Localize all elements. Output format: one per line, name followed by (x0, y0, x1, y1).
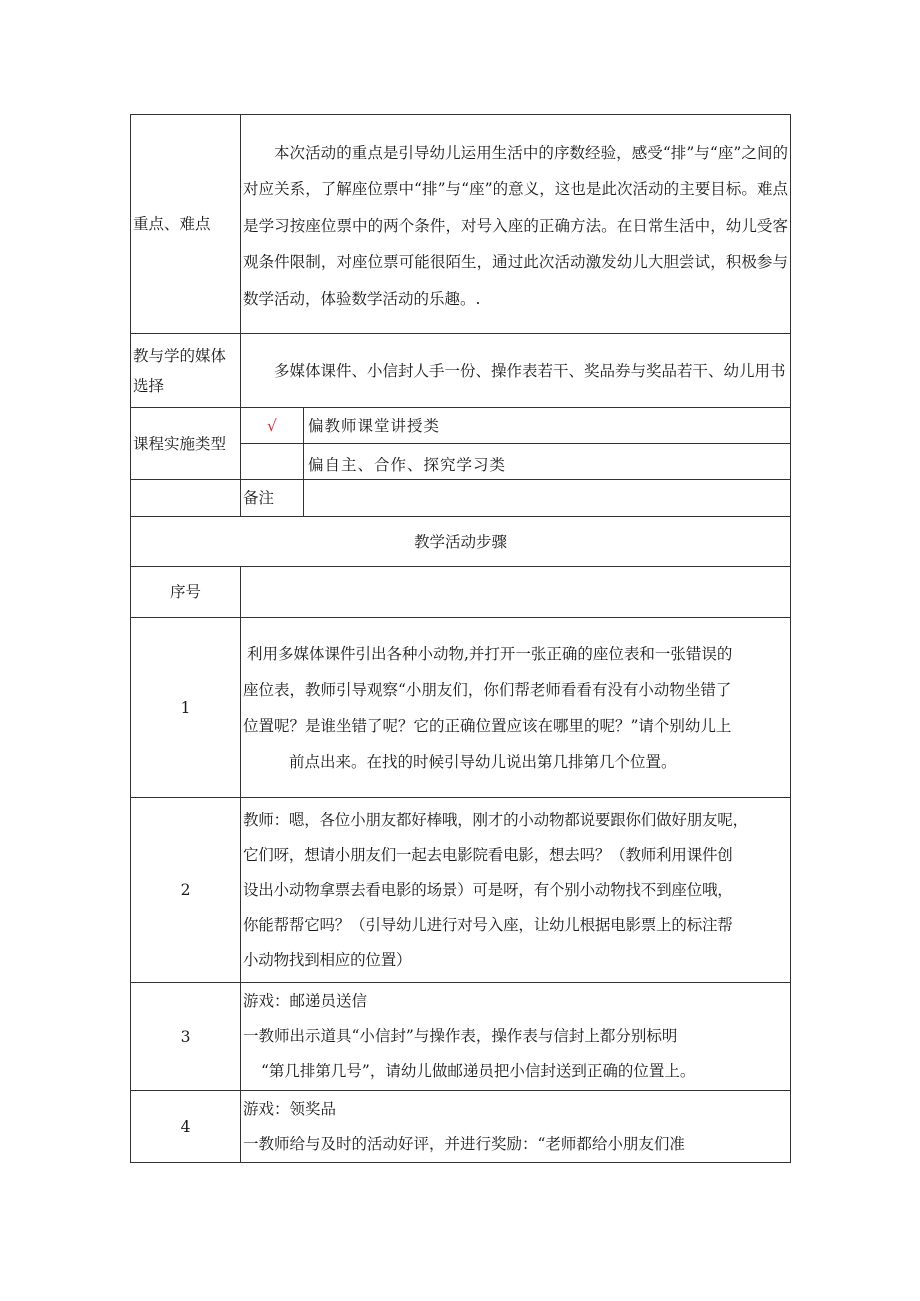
step-line: 它们呀，想请小朋友们一起去电影院看电影，想去吗？（教师利用课件创 (243, 845, 733, 864)
step-line: 游戏：邮递员送信 (243, 992, 368, 1010)
course-type-label: 课程实施类型 (131, 408, 241, 480)
step-line: 位置呢？是谁坐错了呢？它的正确位置应该在哪里的呢？”请个别幼儿上 (243, 716, 732, 735)
step-content (241, 798, 791, 983)
media-text: 多媒体课件、小信封人手一份、操作表若干、奖品券与奖品若干、幼儿用书 (274, 361, 786, 380)
step-line: 利用多媒体课件引出各种小动物,并打开一张正确的座位表和一张错误的 (247, 644, 733, 663)
content-header (241, 567, 791, 618)
step-line: 座位表，教师引导观察“小朋友们，你们帮老师看看有没有小动物坐错了 (243, 680, 732, 699)
step-number: 2 (131, 798, 241, 983)
check-mark-icon: √ (241, 408, 304, 444)
step-row-4 (131, 1091, 791, 1163)
step-content (241, 618, 791, 798)
step-line: 你能帮帮它吗？（引导幼儿进行对号入座，让幼儿根据电影票上的标注帮 (243, 915, 733, 934)
index-header: 序号 (131, 567, 241, 618)
step-line: 前点出来。在找的时候引导幼儿说出第几排第几个位置。 (289, 752, 677, 771)
media-label: 教与学的媒体选择 (131, 334, 241, 408)
step-line: 一教师出示道具“小信封”与操作表，操作表与信封上都分别标明 (243, 1027, 678, 1045)
course-type-option: 偏教师课堂讲授类 (304, 408, 791, 444)
focus-text: 本次活动的重点是引导幼儿运用生活中的序数经验，感受“排”与“座”之间的对应关系，了解座位票中“排”与“座”的意义，这也是此次活动的主要目标。难点是学习按座位票中的两个条件，对号入座的正确方法。在日常生活中，幼儿受客观条件限制，对座位票可能很陌生，通过此次活动激发幼儿大胆尝试，积极参与数学活动，体验数学活动的乐趣。. (243, 143, 788, 308)
step-line: 小动物找到相应的位置） (243, 950, 412, 969)
focus-row (131, 115, 791, 334)
step-line: 一教师给与及时的活动好评，并进行奖励：“老师都给小朋友们准 (243, 1134, 685, 1153)
step-number: 4 (131, 1091, 241, 1163)
step-content (241, 1091, 791, 1163)
steps-header-row (131, 567, 791, 618)
step-number: 3 (131, 983, 241, 1091)
course-type-row-1 (131, 408, 791, 444)
step-row-3 (131, 983, 791, 1091)
lesson-plan-table (130, 114, 791, 1163)
focus-label: 重点、难点 (131, 115, 241, 334)
step-line: 游戏：领奖品 (243, 1099, 337, 1118)
remark-empty-cell (131, 480, 241, 517)
focus-cell (241, 115, 791, 334)
step-line: “第几排第几号”，请幼儿做邮递员把小信封送到正确的位置上。 (261, 1062, 696, 1080)
steps-title-row (131, 517, 791, 567)
step-line: 教师：嗯，各位小朋友都好棒哦，刚才的小动物都说要跟你们做好朋友呢， (243, 810, 748, 829)
step-row-1 (131, 618, 791, 798)
remark-label: 备注 (241, 480, 304, 517)
step-line: 设出小动物拿票去看电影的场景）可是呀，有个别小动物找不到座位哦， (243, 880, 733, 899)
step-content (241, 983, 791, 1091)
remark-row (131, 480, 791, 517)
media-row (131, 334, 791, 408)
remark-value (304, 480, 791, 517)
step-number: 1 (131, 618, 241, 798)
course-type-option: 偏自主、合作、探究学习类 (304, 444, 791, 480)
steps-title: 教学活动步骤 (131, 517, 791, 567)
check-mark-empty (241, 444, 304, 480)
step-row-2 (131, 798, 791, 983)
media-cell (241, 334, 791, 408)
